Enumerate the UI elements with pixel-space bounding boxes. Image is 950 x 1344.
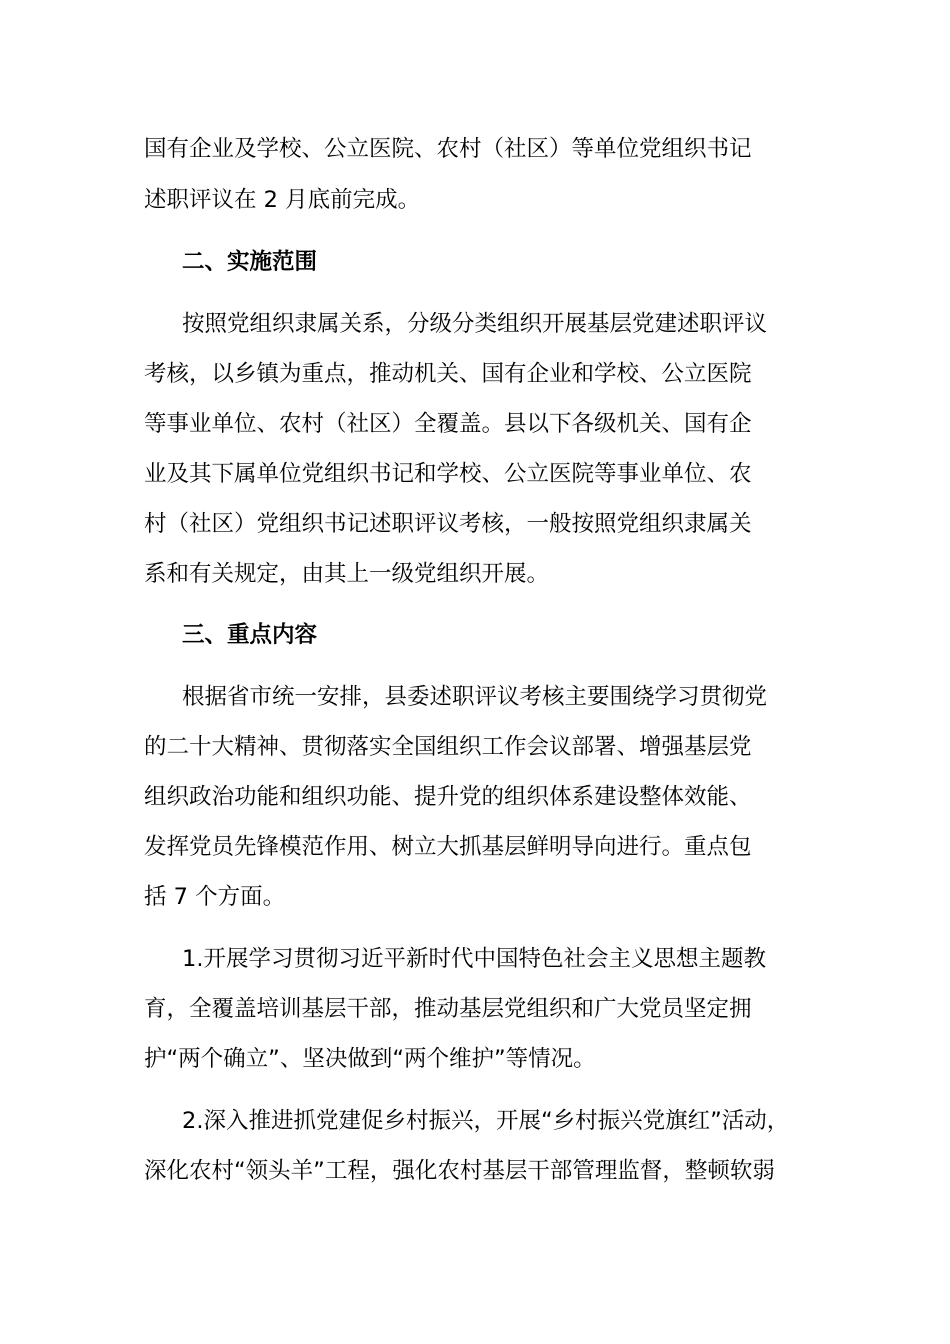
section-2-line-4: 业及其下属单位党组织书记和学校、公立医院等事业单位、农 [144,461,752,487]
section-2-line-3: 等事业单位、农村（社区）全覆盖。县以下各级机关、国有企 [144,411,752,437]
section-2-line-1: 按照党组织隶属关系，分级分类组织开展基层党建述职评议 [182,311,768,337]
section-3-heading: 三、重点内容 [182,622,318,648]
section-3-line-1: 根据省市统一安排，县委述职评议考核主要围绕学习贯彻党 [182,684,768,710]
intro-line-2: 述职评议在 2 月底前完成。 [144,187,421,213]
section-2-line-2: 考核，以乡镇为重点，推动机关、国有企业和学校、公立医院 [144,361,752,387]
item-1-line-2: 育，全覆盖培训基层干部，推动基层党组织和广大党员坚定拥 [144,996,752,1022]
item-2-line-2: 深化农村“领头羊”工程，强化农村基层干部管理监督，整顿软弱 [144,1158,775,1184]
intro-line-1: 国有企业及学校、公立医院、农村（社区）等单位党组织书记 [144,136,752,162]
item-2-line-1: 2.深入推进抓党建促乡村振兴，开展“乡村振兴党旗红”活动， [182,1108,790,1134]
item-1-line-3: 护“两个确立”、坚决做到“两个维护”等情况。 [144,1046,596,1072]
section-2-heading: 二、实施范围 [182,249,318,275]
section-3-line-2: 的二十大精神、贯彻落实全国组织工作会议部署、增强基层党 [144,734,752,760]
section-2-line-5: 村（社区）党组织书记述职评议考核，一般按照党组织隶属关 [144,511,752,537]
item-1-line-1: 1.开展学习贯彻习近平新时代中国特色社会主义思想主题教 [182,946,766,972]
section-3-line-3: 组织政治功能和组织功能、提升党的组织体系建设整体效能、 [144,784,752,810]
section-3-line-4: 发挥党员先锋模范作用、树立大抓基层鲜明导向进行。重点包 [144,834,752,860]
section-2-line-6: 系和有关规定，由其上一级党组织开展。 [144,561,550,587]
section-3-line-5: 括 7 个方面。 [144,884,286,910]
